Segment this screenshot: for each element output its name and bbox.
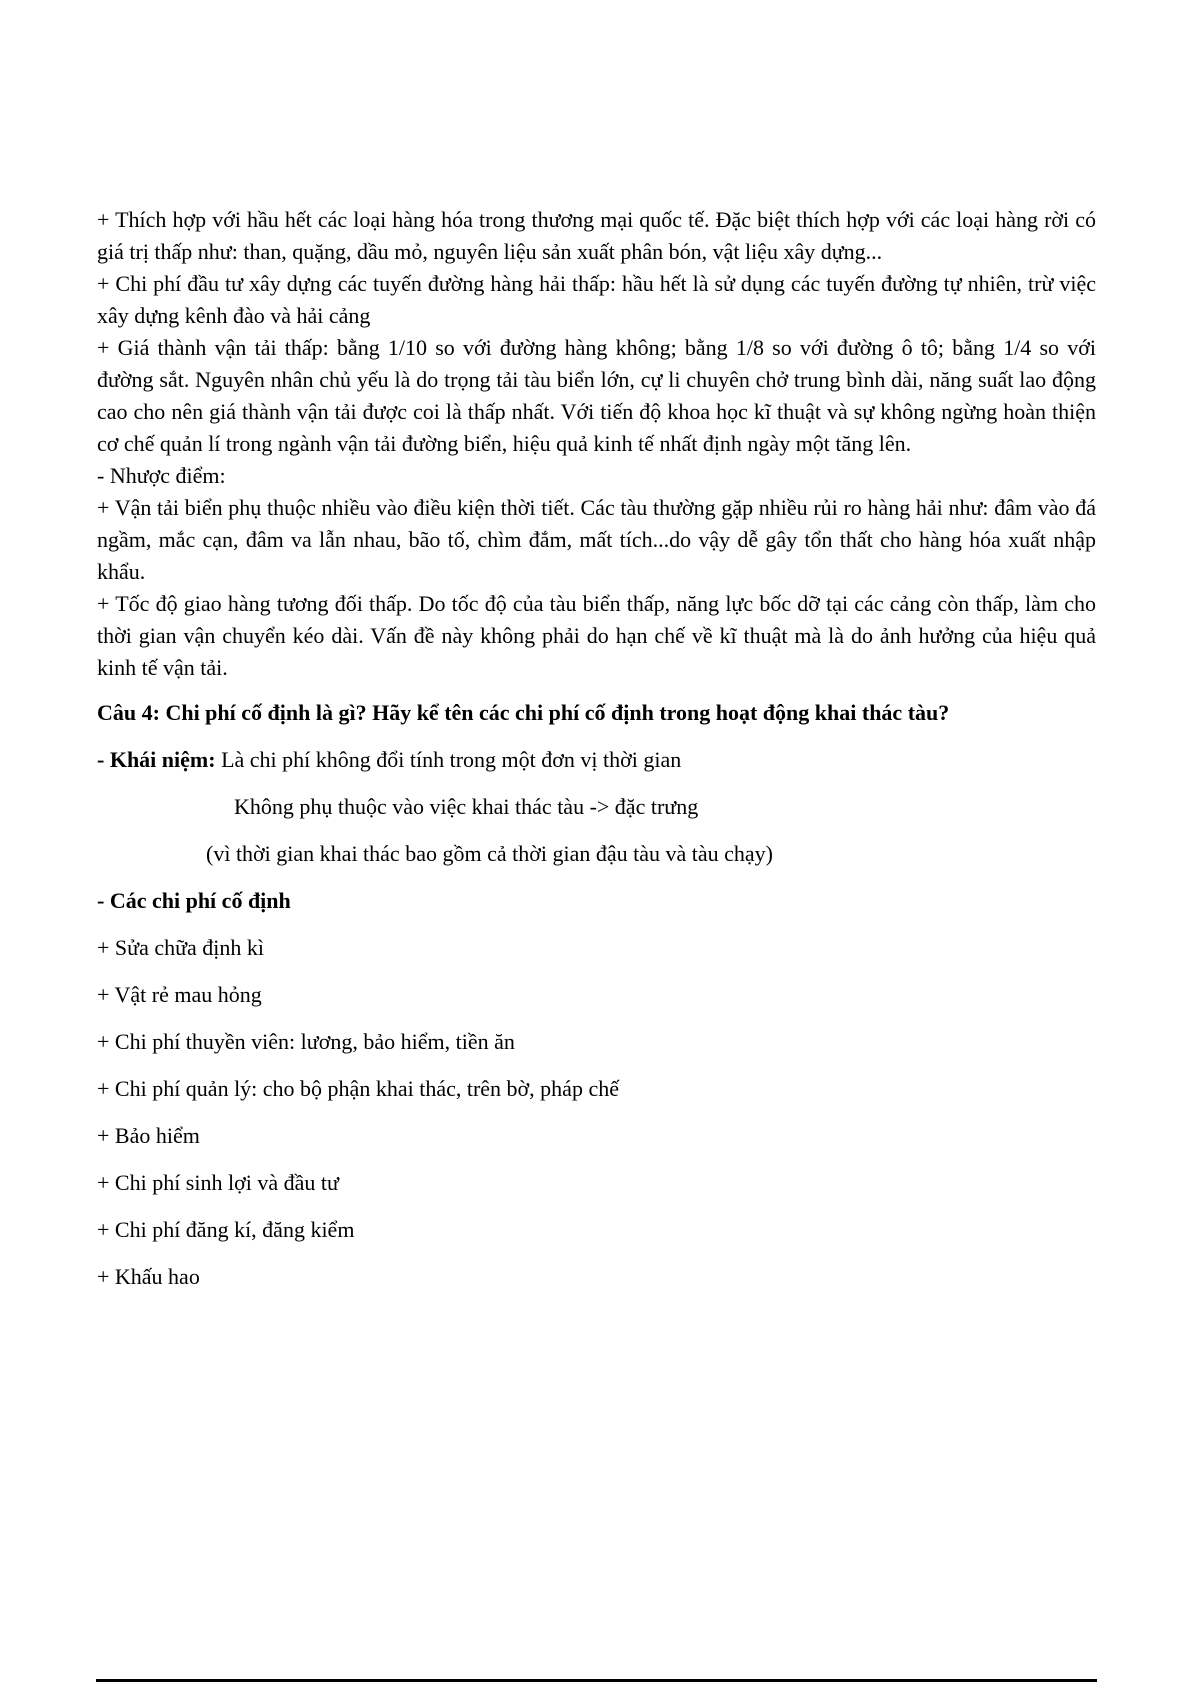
paragraph: + Chi phí đăng kí, đăng kiểm <box>97 1217 355 1242</box>
paragraph: + Sửa chữa định kì <box>97 935 265 960</box>
paragraph: - Nhược điểm: <box>97 463 226 488</box>
paragraph: + Vật rẻ mau hỏng <box>97 982 262 1007</box>
section-heading: Câu 4: Chi phí cố định là gì? Hãy kể tên các chi phí cố định trong hoạt động khai thác tàu? <box>97 700 950 725</box>
paragraph: Không phụ thuộc vào việc khai thác tàu -> đặc trưng <box>234 794 699 819</box>
paragraph: + Chi phí đầu tư xây dựng các tuyến đường hàng hải thấp: hầu hết là sử dụng các tuyến đường tự nhiên, trừ việc xây dựng kênh đào và hải cảng <box>97 271 1096 328</box>
paragraph: + Thích hợp với hầu hết các loại hàng hóa trong thương mại quốc tế. Đặc biệt thích hợp với các loại hàng rời có giá trị thấp như: than, quặng, dầu mỏ, nguyên liệu sản xuất phân bón, vật liệu xây dựng... <box>97 207 1096 264</box>
paragraph: + Khấu hao <box>97 1264 200 1289</box>
page-bottom-rule <box>96 1679 1097 1682</box>
paragraph: + Chi phí quản lý: cho bộ phận khai thác, trên bờ, pháp chế <box>97 1076 619 1101</box>
paragraph: + Bảo hiểm <box>97 1123 200 1148</box>
bold-label: - Khái niệm: <box>97 747 216 772</box>
paragraph: + Chi phí sinh lợi và đầu tư <box>97 1170 339 1195</box>
document-body <box>97 204 1096 1293</box>
paragraph: (vì thời gian khai thác bao gồm cả thời gian đậu tàu và tàu chạy) <box>206 841 773 866</box>
paragraph: + Vận tải biển phụ thuộc nhiều vào điều kiện thời tiết. Các tàu thường gặp nhiều rủi ro hàng hải như: đâm vào đá ngầm, mắc cạn, đâm va lẫn nhau, bão tố, chìm đắm, mất tích...do vậy dễ gây tổn thất cho hàng hóa xuất nhập khẩu. <box>97 495 1096 584</box>
paragraph: - Khái niệm: Là chi phí không đổi tính trong một đơn vị thời gian <box>97 747 682 772</box>
paragraph: + Tốc độ giao hàng tương đối thấp. Do tốc độ của tàu biển thấp, năng lực bốc dỡ tại các cảng còn thấp, làm cho thời gian vận chuyển kéo dài. Vấn đề này không phải do hạn chế về kĩ thuật mà là do ảnh hưởng của hiệu quả kinh tế vận tải. <box>97 591 1096 680</box>
paragraph: + Chi phí thuyền viên: lương, bảo hiểm, tiền ăn <box>97 1029 515 1054</box>
paragraph: + Giá thành vận tải thấp: bằng 1/10 so với đường hàng không; bằng 1/8 so với đường ô tô; bằng 1/4 so với đường sắt. Nguyên nhân chủ yếu là do trọng tải tàu biển lớn, cự li chuyên chở trung bình dài, năng suất lao động cao cho nên giá thành vận tải được coi là thấp nhất. Với tiến độ khoa học kĩ thuật và sự không ngừng hoàn thiện cơ chế quản lí trong ngành vận tải đường biển, hiệu quả kinh tế nhất định ngày một tăng lên. <box>97 335 1096 456</box>
paragraph: - Các chi phí cố định <box>97 888 291 913</box>
